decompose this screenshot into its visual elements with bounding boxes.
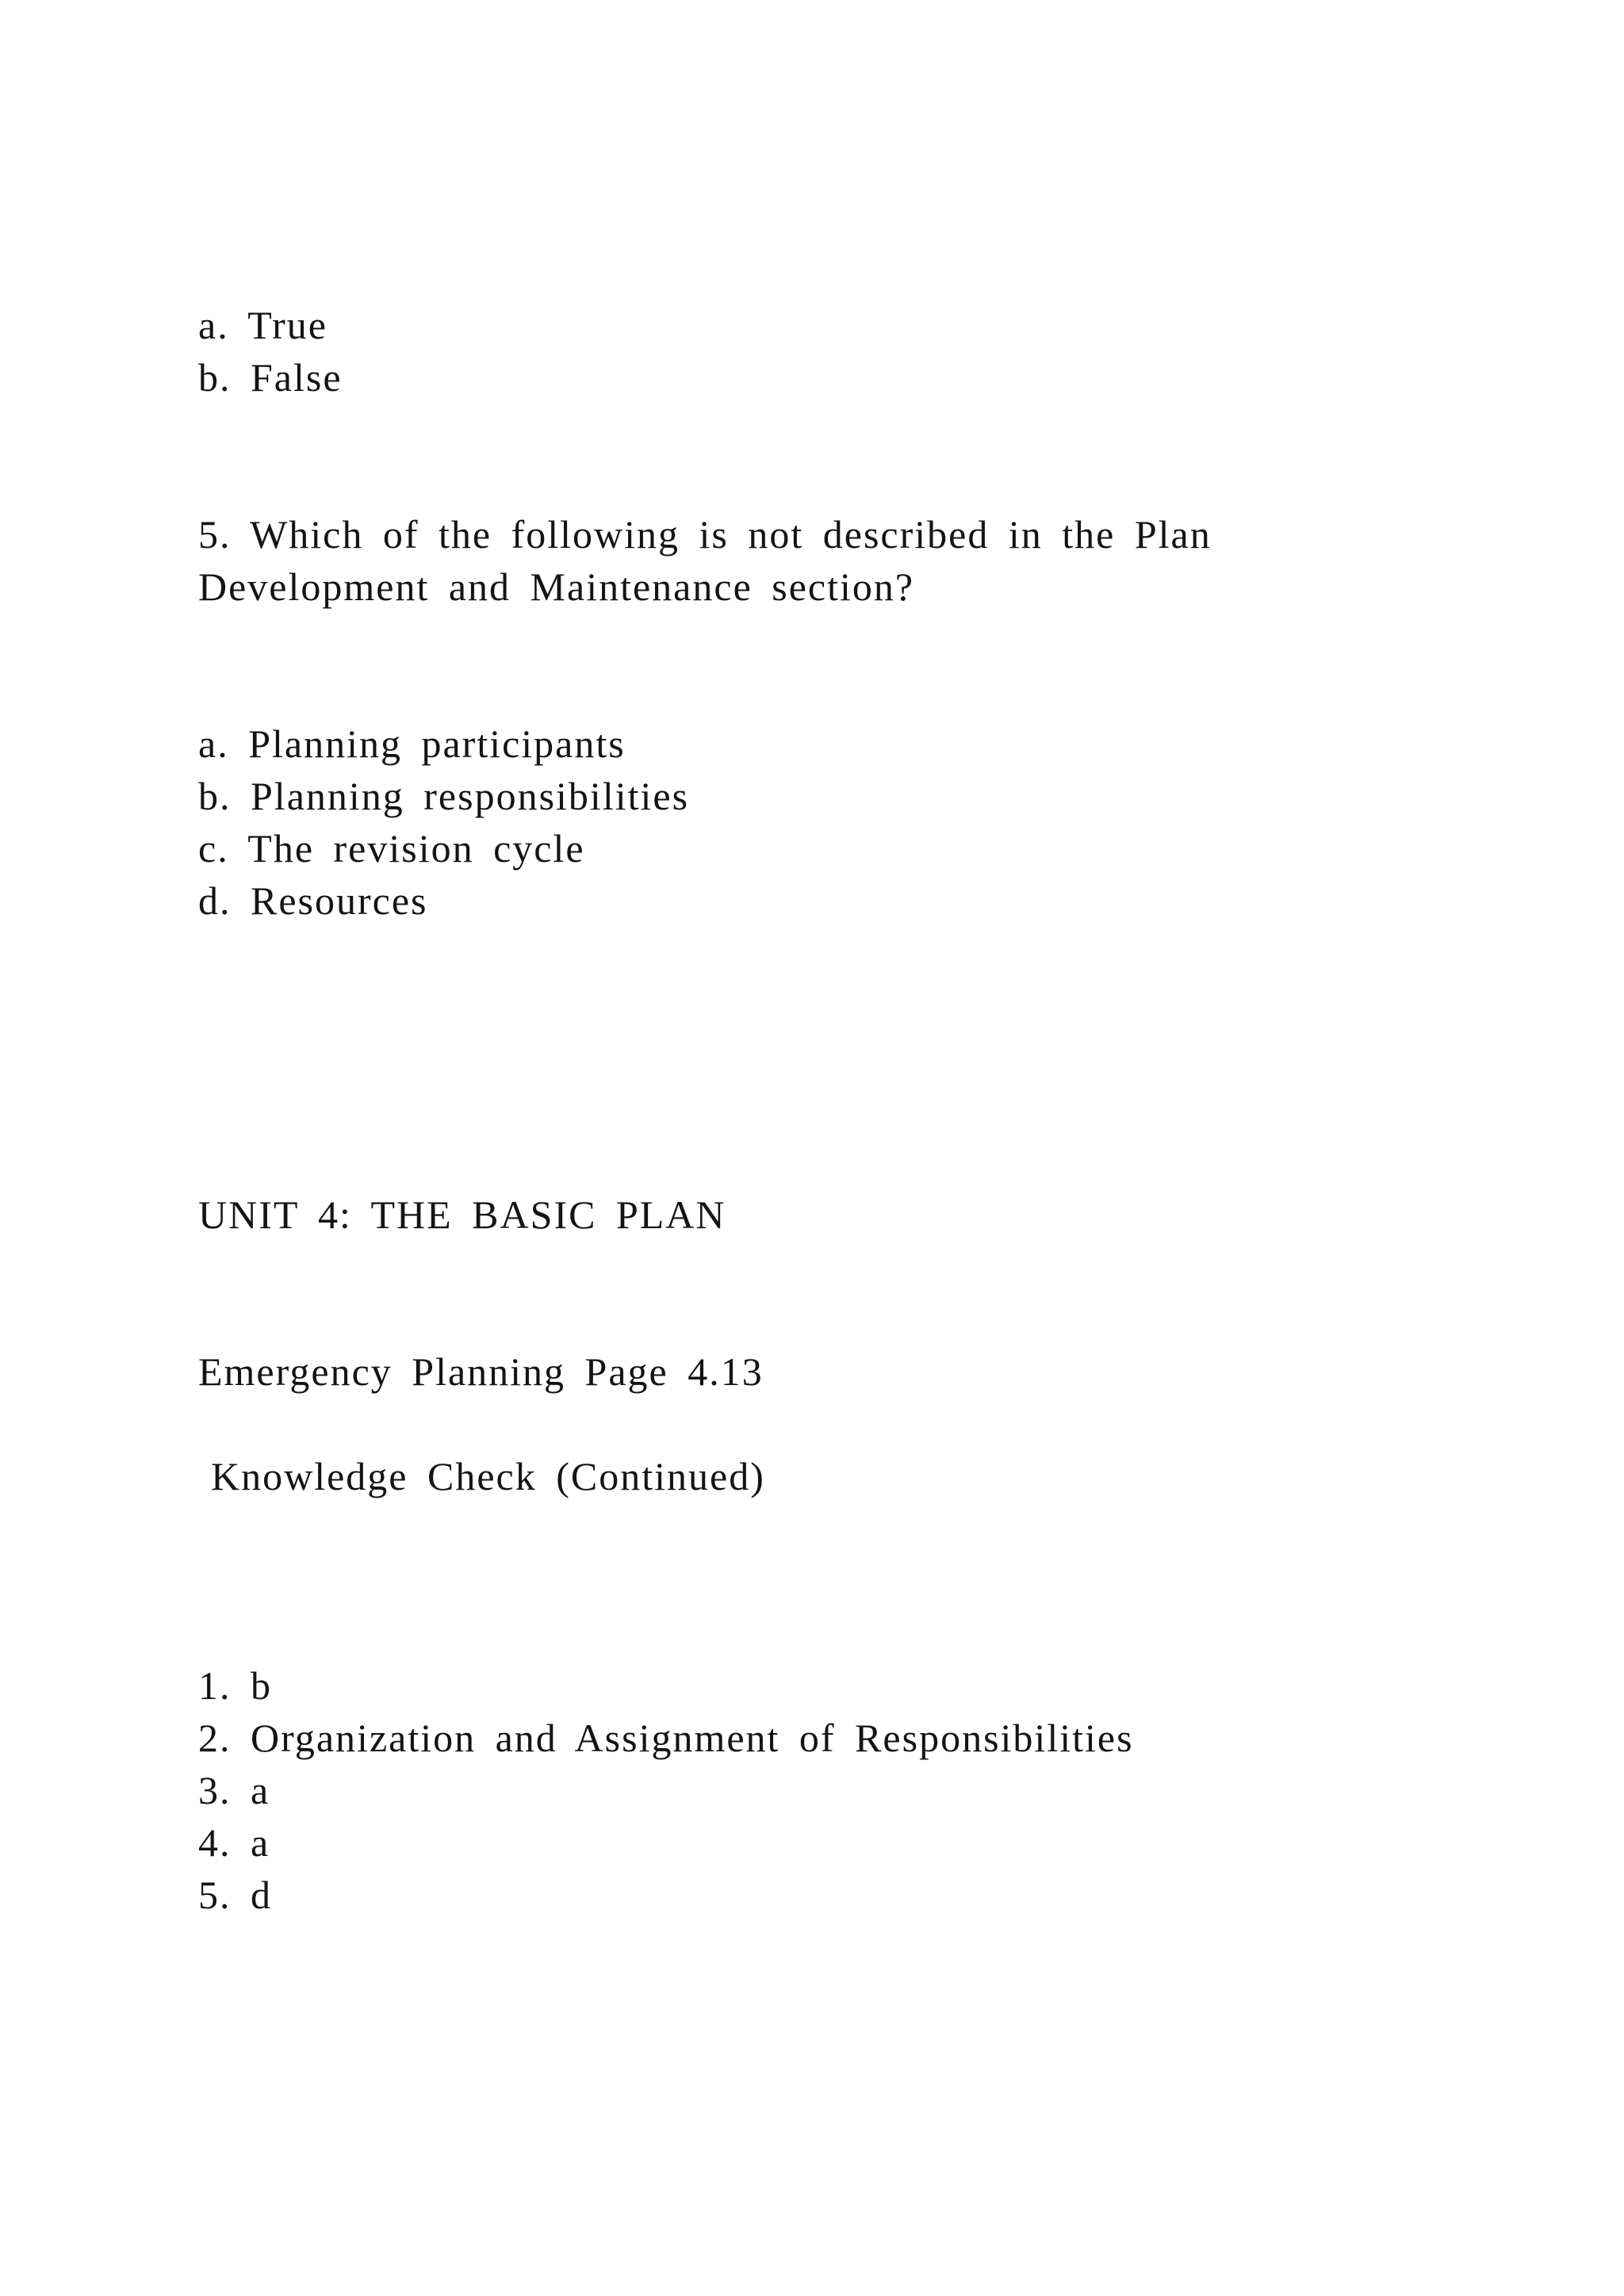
unit-heading: UNIT 4: THE BASIC PLAN: [198, 1192, 726, 1237]
answer-4: 4. a: [198, 1820, 270, 1865]
answer-3: 3. a: [198, 1768, 270, 1812]
answer-1: 1. b: [198, 1663, 272, 1708]
option-false: b. False: [198, 355, 343, 400]
q5-option-d: d. Resources: [198, 878, 428, 923]
option-true: a. True: [198, 303, 327, 347]
q5-option-c: c. The revision cycle: [198, 826, 585, 871]
question-5-line-2: Development and Maintenance section?: [198, 564, 915, 609]
page-footer: Emergency Planning Page 4.13: [198, 1349, 764, 1394]
section-title: Knowledge Check (Continued): [211, 1454, 765, 1498]
question-5-line-1: 5. Which of the following is not described in the Plan: [198, 512, 1212, 557]
answer-2: 2. Organization and Assignment of Responsibilities: [198, 1716, 1134, 1760]
q5-option-a: a. Planning participants: [198, 721, 626, 766]
answer-5: 5. d: [198, 1873, 272, 1917]
q5-option-b: b. Planning responsibilities: [198, 774, 690, 818]
